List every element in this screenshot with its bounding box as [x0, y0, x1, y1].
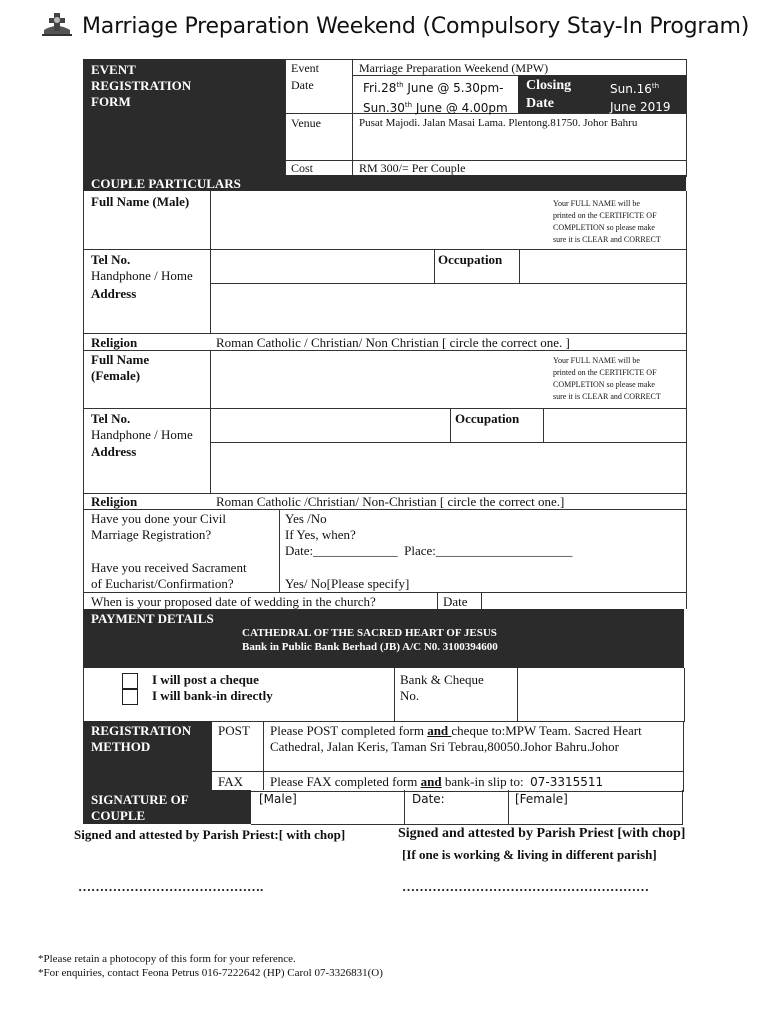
attest-right-label: Signed and attested by Parish Priest [with chop] — [398, 826, 686, 841]
fax-label: FAX — [218, 774, 244, 789]
venue-label: Venue — [291, 116, 321, 130]
cost-value: RM 300/= Per Couple — [359, 161, 466, 175]
event-label: Event — [291, 61, 319, 75]
female-religion-options[interactable]: Roman Catholic /Christian/ Non-Christian [ circle the correct one.] — [216, 494, 565, 509]
venue-value: Pusat Majodi. Jalan Masai Lama. Plentong.81750. Johor Bahru — [359, 117, 638, 129]
male-name-label: Full Name (Male) — [91, 194, 190, 209]
cheque-number-label: Bank & Cheque No. — [400, 672, 484, 703]
attest-left-signature-line[interactable]: ……………………………………. — [78, 879, 264, 894]
male-signature-field[interactable]: [Male] — [259, 792, 297, 806]
footer-note: *Please retain a photocopy of this form for your reference. *For enquiries, contact Feona Petrus 016-7222642 (HP) Carol 07-3326831(O) — [38, 953, 383, 979]
civil-registration-question: Have you done your Civil Marriage Registration? — [91, 511, 227, 542]
female-tel-label: Tel No. Handphone / Home — [91, 411, 193, 442]
option-bank-label: I will bank-in directly — [152, 688, 273, 703]
bank-details: CATHEDRAL OF THE SACRED HEART OF JESUS Bank in Public Bank Berhad (JB) A/C N0. 3100394600 — [242, 627, 498, 653]
signature-date-field[interactable]: Date: — [412, 792, 445, 806]
male-religion-options[interactable]: Roman Catholic / Christian/ Non Christian [ circle the correct one. ] — [216, 335, 570, 350]
page-title: Marriage Preparation Weekend (Compulsory Stay-In Program) — [82, 14, 750, 39]
male-occupation-field[interactable] — [519, 249, 687, 283]
attest-right-signature-line[interactable]: ………………………………………………… — [402, 879, 649, 894]
option-cheque-label: I will post a cheque — [152, 672, 259, 687]
civil-registration-answer[interactable]: Yes /No If Yes, when? Date:_____________ Place:_____________________ — [285, 511, 573, 558]
female-occupation-label: Occupation — [455, 411, 520, 426]
church-cross-icon — [40, 10, 74, 38]
female-name-label: Full Name (Female) — [91, 352, 150, 383]
male-address-label: Address — [91, 286, 137, 301]
female-signature-field[interactable]: [Female] — [515, 792, 568, 806]
closing-date-label: Closing Date — [526, 78, 572, 111]
event-form-heading: EVENT REGISTRATION FORM — [91, 62, 192, 109]
female-name-note: Your FULL NAME will be printed on the CERTIFICTE OF COMPLETION so please make sure it is CLEAR and CORRECT — [553, 356, 661, 401]
cheque-checkbox[interactable] — [122, 673, 138, 689]
wedding-date-label: Date — [443, 594, 468, 609]
payment-options — [152, 672, 273, 704]
cheque-number-field[interactable] — [518, 668, 683, 721]
signature-table — [251, 790, 683, 825]
post-label: POST — [218, 723, 250, 738]
female-occupation-field[interactable] — [543, 408, 687, 442]
registration-method-heading: REGISTRATION METHOD — [91, 723, 192, 754]
couple-particulars-heading: COUPLE PARTICULARS — [91, 176, 241, 191]
cost-label: Cost — [291, 161, 314, 175]
male-tel-field[interactable] — [210, 249, 435, 283]
signature-heading: SIGNATURE OF COUPLE — [91, 792, 189, 823]
date-label: Date — [291, 78, 314, 92]
female-tel-field[interactable] — [210, 408, 451, 442]
male-occupation-label: Occupation — [438, 252, 503, 267]
closing-date-value: Sun.16th June 2019 — [610, 82, 671, 114]
wedding-date-field[interactable] — [482, 592, 686, 609]
male-religion-label: Religion — [91, 335, 138, 350]
male-address-field[interactable] — [210, 283, 687, 333]
fax-instructions: Please FAX completed form and bank-in slip to: 07-3315511 — [270, 774, 604, 789]
wedding-date-question: When is your proposed date of wedding in the church? — [91, 594, 376, 609]
attest-left-label: Signed and attested by Parish Priest:[ with chop] — [74, 827, 346, 842]
post-instructions: Please POST completed form and cheque to:MPW Team. Sacred Heart Cathedral, Jalan Keris, Taman Sri Tebrau,80050.Johor Bahru.Johor — [270, 723, 642, 754]
payment-details-heading: PAYMENT DETAILS — [91, 611, 214, 626]
event-dates: Fri.28th June @ 5.30pm- Sun.30th June @ 4.00pm — [363, 81, 508, 115]
female-address-field[interactable] — [210, 442, 687, 493]
attest-right-note: [If one is working & living in different parish] — [402, 847, 657, 862]
event-value: Marriage Preparation Weekend (MPW) — [359, 61, 549, 75]
female-address-label: Address — [91, 444, 137, 459]
sacrament-question: Have you received Sacrament of Eucharist/Confirmation? — [91, 560, 247, 591]
bank-in-checkbox[interactable] — [122, 689, 138, 705]
male-name-note: Your FULL NAME will be printed on the CERTIFICTE OF COMPLETION so please make sure it is CLEAR and CORRECT — [553, 199, 661, 244]
male-tel-label: Tel No. Handphone / Home — [91, 252, 193, 283]
fax-number: 07-3315511 — [530, 775, 604, 789]
sacrament-answer[interactable]: Yes/ No[Please specify] — [285, 576, 410, 591]
female-religion-label: Religion — [91, 494, 138, 509]
